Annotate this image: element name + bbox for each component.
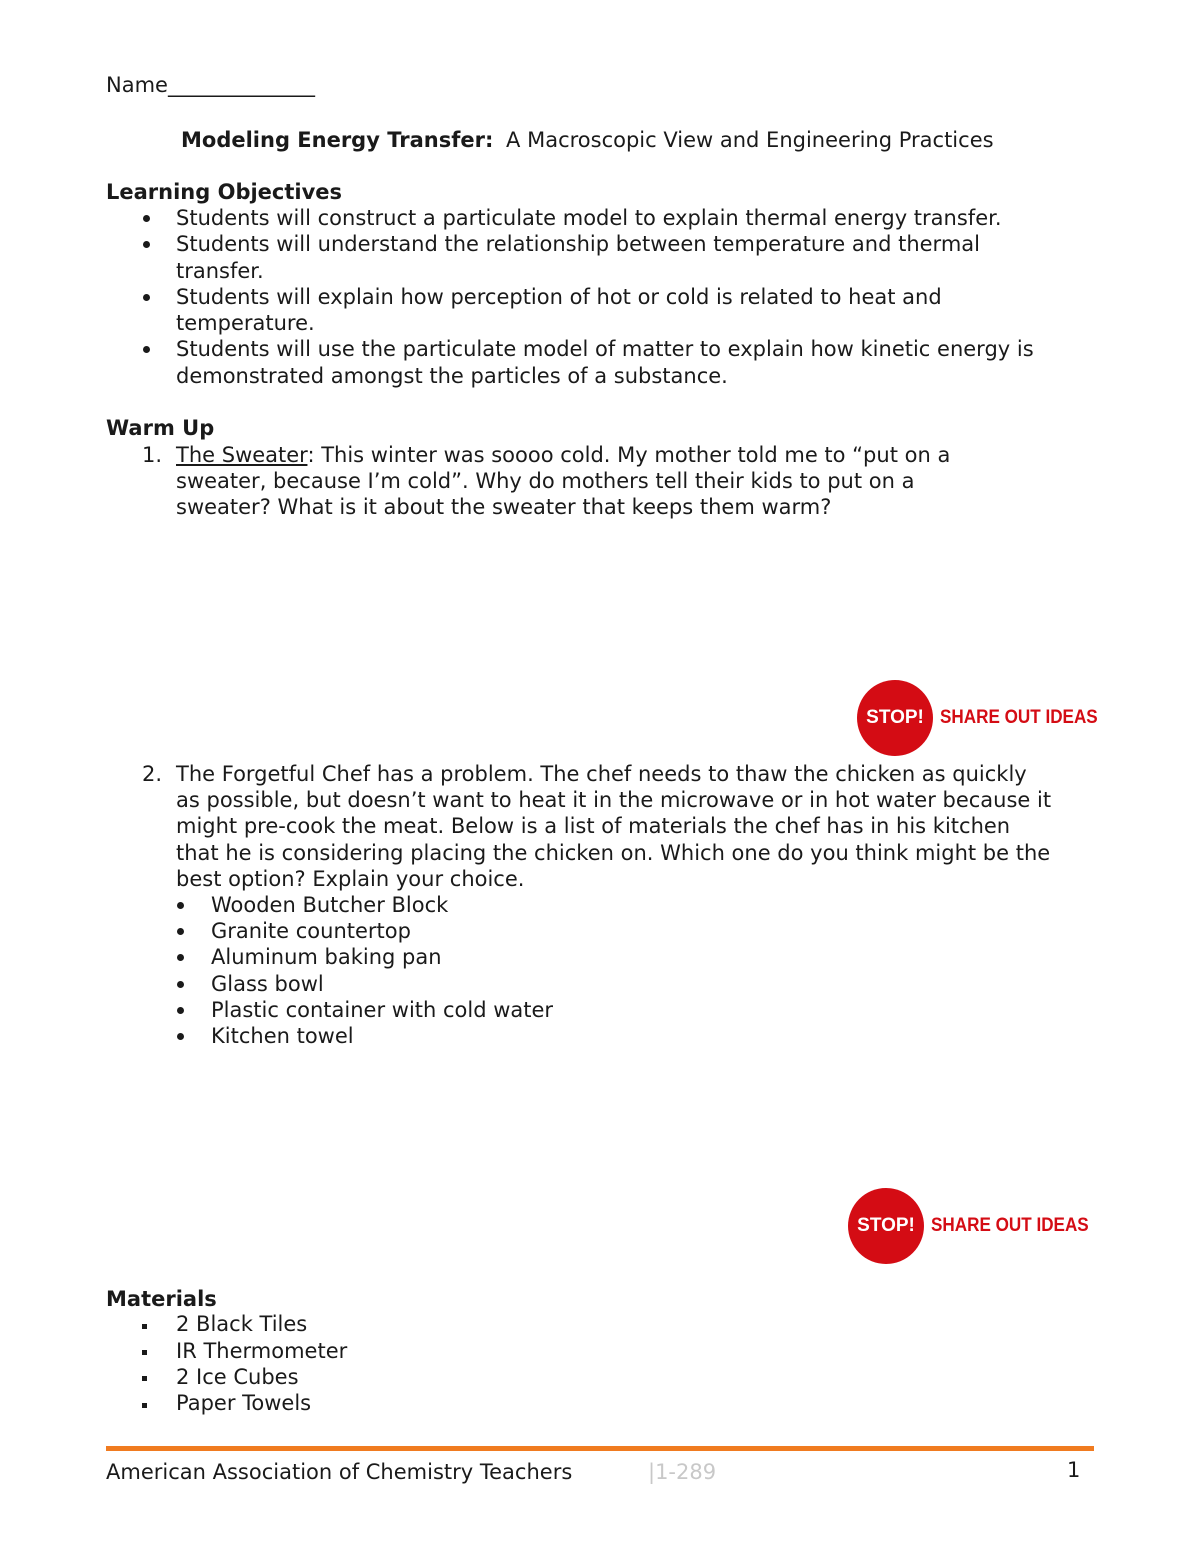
objective-item: Students will construct a particulate model to explain thermal energy transfer. [176, 206, 1002, 230]
square-bullet-icon [142, 1324, 147, 1329]
option-item: Glass bowl [211, 972, 324, 996]
question-2-line: as possible, but doesn’t want to heat it in the microwave or in hot water because it [176, 788, 1052, 812]
option-item: Plastic container with cold water [211, 998, 554, 1022]
question-2-line: The Forgetful Chef has a problem. The chef needs to thaw the chicken as quickly [176, 762, 1027, 786]
bullet-dot-icon [177, 1007, 184, 1014]
footer-organization: American Association of Chemistry Teachers [106, 1460, 573, 1484]
material-item: 2 Black Tiles [176, 1312, 308, 1336]
question-1-line: sweater? What is it about the sweater that keeps them warm? [176, 495, 832, 519]
share-out-ideas-label: SHARE OUT IDEAS [931, 1215, 1089, 1236]
material-item: Paper Towels [176, 1391, 312, 1415]
bullet-dot-icon [177, 954, 184, 961]
footer-code: |1-289 [648, 1460, 717, 1484]
bullet-dot-icon [143, 241, 150, 248]
bullet-dot-icon [143, 346, 150, 353]
bullet-dot-icon [177, 1033, 184, 1040]
option-item: Wooden Butcher Block [211, 893, 449, 917]
question-1-line: sweater, because I’m cold”. Why do mothers tell their kids to put on a [176, 469, 915, 493]
option-item: Kitchen towel [211, 1024, 354, 1048]
stop-sign-icon: STOP! [857, 680, 933, 756]
stop-sign-icon: STOP! [848, 1188, 924, 1264]
objective-item-cont: transfer. [176, 259, 264, 283]
page-number: 1 [1067, 1458, 1081, 1482]
objective-item: Students will use the particulate model of matter to explain how kinetic energy is [176, 337, 1034, 361]
title-bold: Modeling Energy Transfer: [181, 128, 494, 152]
question-2-line: might pre-cook the meat. Below is a list of materials the chef has in his kitchen [176, 814, 1011, 838]
material-item: 2 Ice Cubes [176, 1365, 299, 1389]
objective-item-cont: temperature. [176, 311, 315, 335]
footer-divider [106, 1446, 1094, 1451]
warmup-heading: Warm Up [106, 416, 215, 440]
objective-item: Students will understand the relationship between temperature and thermal [176, 232, 980, 256]
title-subtitle: A Macroscopic View and Engineering Practices [506, 128, 994, 152]
question-1-text: : This winter was soooo cold. My mother told me to “put on a [307, 443, 951, 467]
objectives-heading: Learning Objectives [106, 180, 343, 204]
bullet-dot-icon [143, 294, 150, 301]
question-1-line [176, 442, 950, 468]
share-out-ideas-label: SHARE OUT IDEAS [940, 707, 1098, 728]
square-bullet-icon [142, 1350, 147, 1355]
name-field-label: Name______________ [106, 73, 315, 97]
bullet-dot-icon [177, 902, 184, 909]
question-1-number: 1. [142, 443, 163, 467]
option-item: Granite countertop [211, 919, 411, 943]
question-2-line: best option? Explain your choice. [176, 867, 525, 891]
bullet-dot-icon [143, 215, 150, 222]
page-title [181, 127, 994, 153]
bullet-dot-icon [177, 981, 184, 988]
question-2-line: that he is considering placing the chicken on. Which one do you think might be the [176, 841, 1051, 865]
option-item: Aluminum baking pan [211, 945, 442, 969]
objective-item: Students will explain how perception of hot or cold is related to heat and [176, 285, 942, 309]
square-bullet-icon [142, 1376, 147, 1381]
material-item: IR Thermometer [176, 1339, 348, 1363]
question-2-number: 2. [142, 762, 163, 786]
bullet-dot-icon [177, 928, 184, 935]
objective-item-cont: demonstrated amongst the particles of a substance. [176, 364, 728, 388]
materials-heading: Materials [106, 1287, 217, 1311]
square-bullet-icon [142, 1403, 147, 1408]
question-1-title: The Sweater [176, 443, 308, 467]
